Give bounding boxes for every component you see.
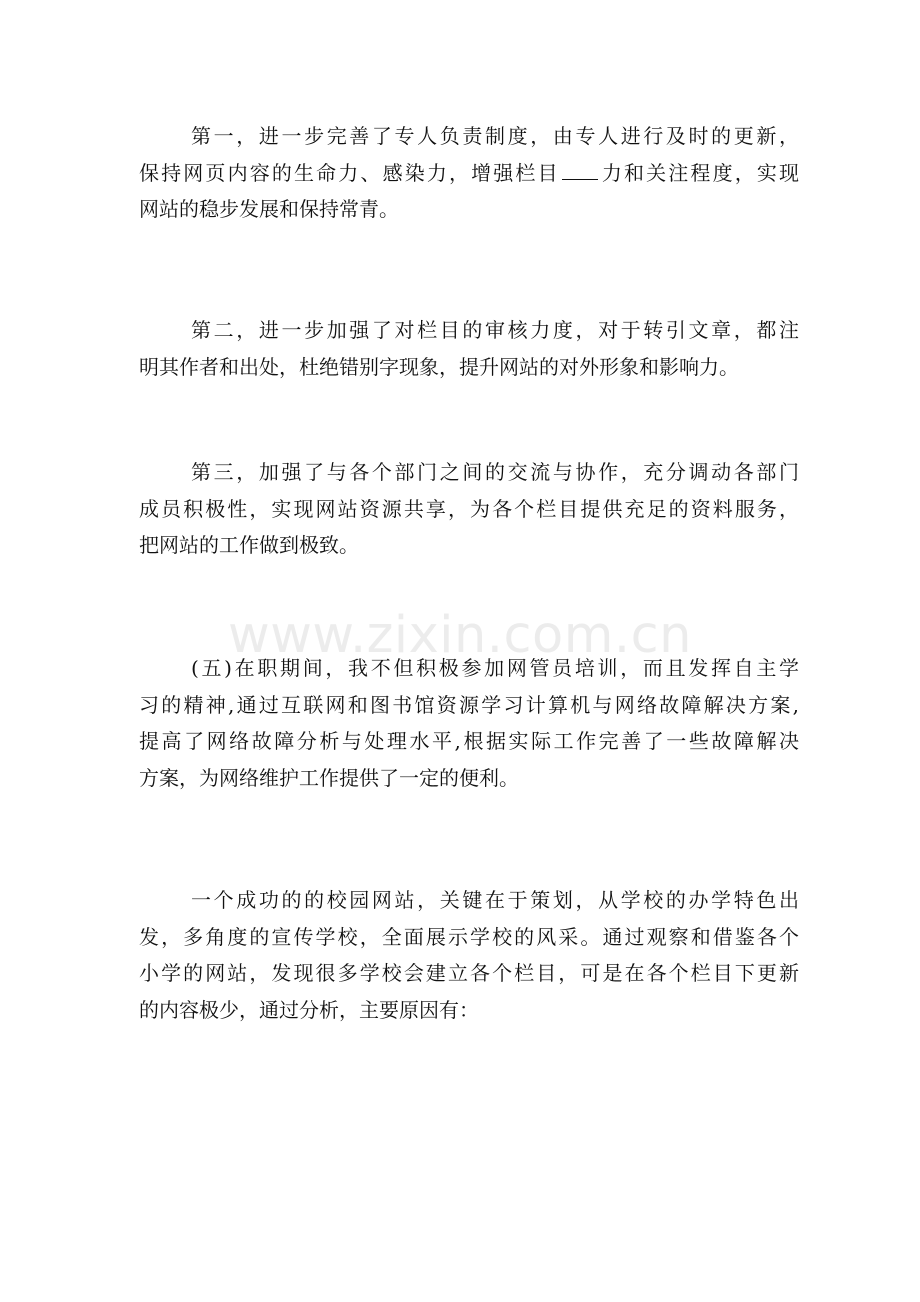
paragraph-line: 提高了网络故障分析与处理水平,根据实际工作完善了一些故障解决: [139, 729, 799, 754]
paragraph-line: 习的精神,通过互联网和图书馆资源学习计算机与网络故障解决方案,: [139, 692, 799, 717]
paragraph-line: 成员积极性，实现网站资源共享，为各个栏目提供充足的资料服务，: [139, 496, 799, 521]
paragraph-line: 一个成功的的校园网站，关键在于策划，从学校的办学特色出: [191, 888, 799, 912]
paragraph-line: 方案，为网络维护工作提供了一定的便利。: [139, 766, 519, 791]
paragraph-line: 的内容极少，通过分析，主要原因有：: [139, 998, 479, 1023]
paragraph-line: 明其作者和出处，杜绝错别字现象，提升网站的对外形象和影响力。: [139, 354, 739, 379]
paragraph-2: [139, 312, 799, 385]
paragraph-line: 第一，进一步完善了专人负责制度，由专人进行及时的更新，: [191, 124, 799, 148]
paragraph-line: 第三，加强了与各个部门之间的交流与协作，充分调动各部门: [191, 460, 799, 484]
watermark: www.zixin.com.cn: [228, 606, 692, 665]
paragraph-3: [139, 454, 799, 564]
paragraph-line: [139, 155, 799, 192]
fill-in-blank: [562, 163, 598, 180]
line-segment: 保持网页内容的生命力、感染力，增强栏目: [139, 160, 560, 185]
paragraph-line: 网站的稳步发展和保持常青。: [139, 197, 399, 222]
paragraph-line: 小学的网站，发现很多学校会建立各个栏目，可是在各个栏目下更新: [139, 961, 799, 986]
paragraph-line: 第二，进一步加强了对栏目的审核力度，对于转引文章，都注: [191, 318, 799, 342]
line-segment: 力和关注程度，实现: [599, 160, 800, 185]
paragraph-5: [139, 882, 799, 1029]
paragraph-line: (五)在职期间，我不但积极参加网管员培训，而且发挥自主学: [191, 656, 799, 680]
paragraph-line: 发，多角度的宣传学校，全面展示学校的风采。通过观察和借鉴各个: [139, 924, 799, 949]
paragraph-line: 把网站的工作做到极致。: [139, 533, 359, 558]
paragraph-4: [139, 650, 799, 797]
paragraph-1: [139, 118, 799, 228]
